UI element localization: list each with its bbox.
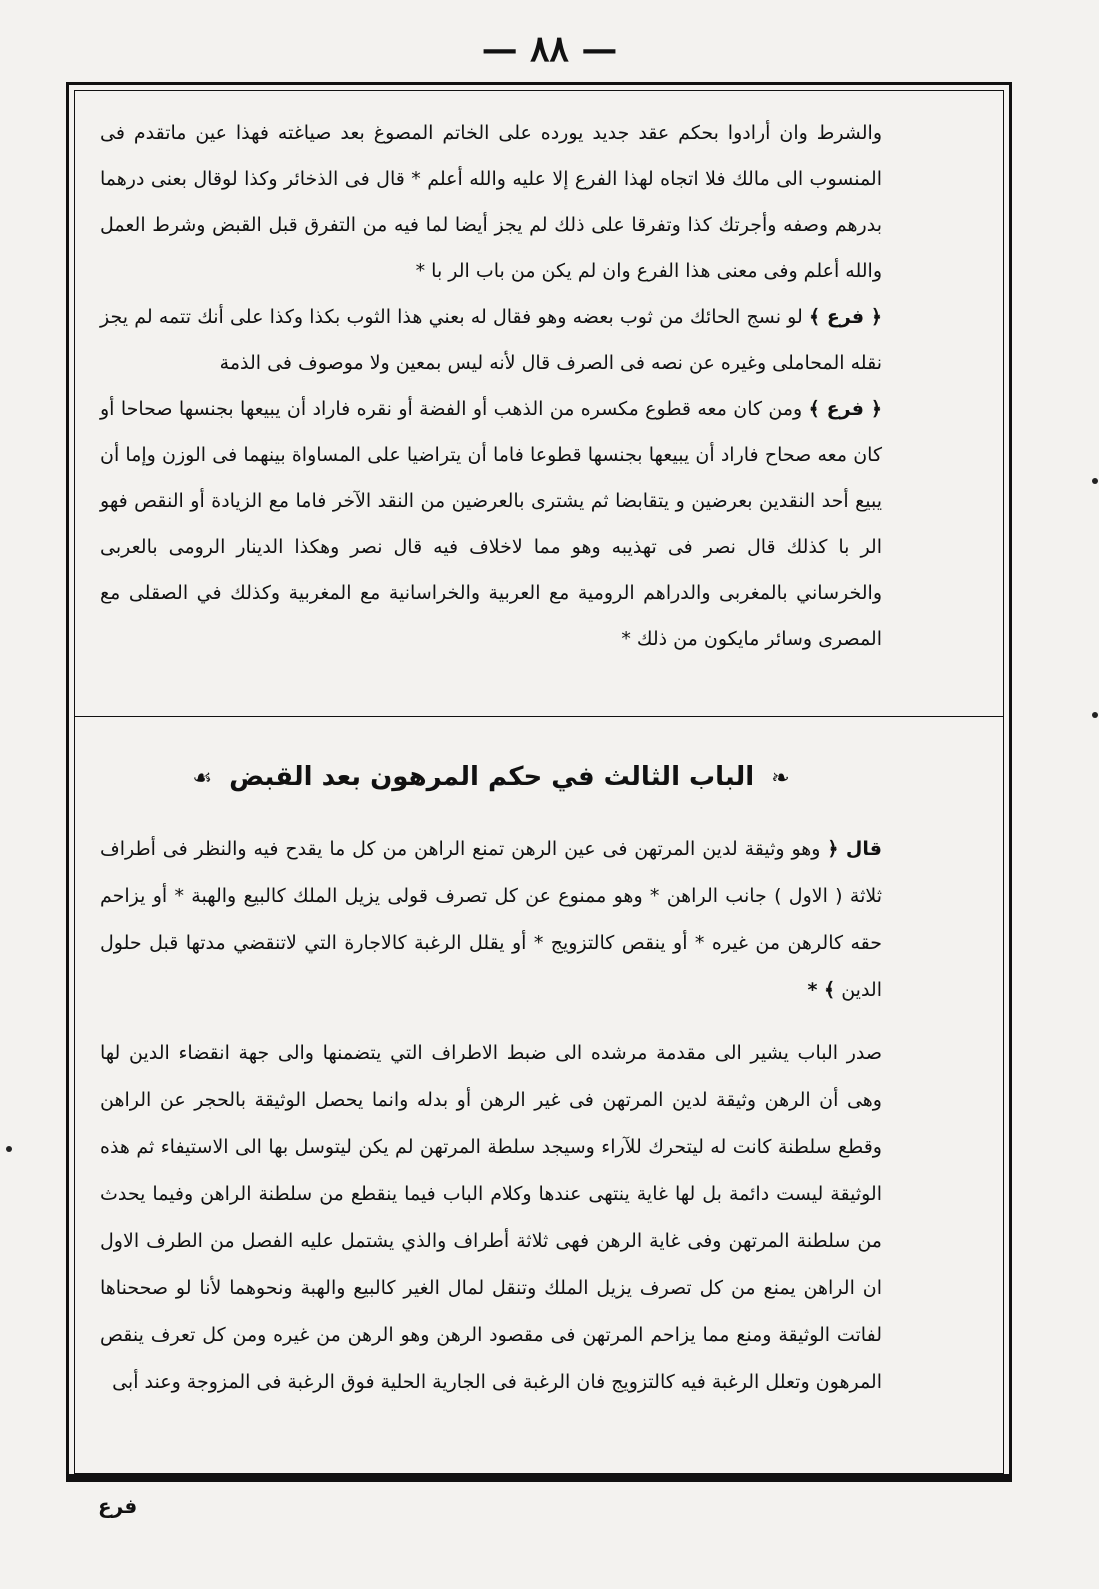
paragraph <box>100 826 882 1014</box>
paragraph <box>100 1030 882 1406</box>
commentary-section-2 <box>100 1030 882 1406</box>
paragraph-text: والشرط وان أرادوا بحكم عقد جديد يورده على الخاتم المصوغ بعد صياغته فهذا عين ماتقدم فى المنسوب الى مالك فلا اتجاه لهذا الفرع إلا عليه والله أعلم * قال فى الذخائر وكذا لوقال بعنى درهما بدرهم وصفه وأجرتك كذا وتفرقا على ذلك لم يجز أيضا لما فيه من التفرق قبل القبض وشرط العمل والله أعلم وفى معنى هذا الفرع وان لم يكن من باب الر با * <box>100 122 882 282</box>
matn-section <box>100 826 882 1014</box>
page-number: — ٨٨ — <box>481 28 618 70</box>
frame-bottom-rule <box>66 1474 1012 1480</box>
paragraph <box>100 110 882 294</box>
branch-paragraph <box>100 294 882 386</box>
edge-mark <box>1092 478 1098 484</box>
paragraph-text: وهو وثيقة لدين المرتهن فى عين الرهن تمنع الراهن من كل ما يقدح فيه والنظر فى أطراف ثلاثة ( الاول ) جانب الراهن * وهو ممنوع عن كل تصرف قولى يزيل الملك كالبيع والهبة * أو يزاحم حقه كالرهن من غيره * أو ينقص كالتزويج * أو يقلل الرغبة كالاجارة التي لاتنقضي مدتها قبل حلول الدين <box>100 838 882 1001</box>
section-divider <box>74 716 1004 717</box>
paragraph-text: صدر الباب يشير الى مقدمة مرشده الى ضبط الاطراف التي يتضمنها والى جهة انقضاء الدين لها وهى أن الرهن وثيقة لدين المرتهن فى غير الرهن أو بدله وانما يحصل الوثيقة بالحجر عن الراهن وقطع سلطنة كانت له ليتحرك للآراء وسيجد سلطة المرتهن لم يكن ليتوسل بها الى الاستيفاء ثم هذه الوثيقة ليست دائمة بل لها غاية ينتهى عندها وكلام الباب فيما ينقطع من سلطنة الراهن وفيما يحدث من سلطنة المرتهن وفى غاية الرهن فهى ثلاثة أطراف والذي يشتمل عليه الفصل من الطرف الاول ان الراهن يمنع من كل تصرف يزيل الملك وتنقل لمال الغير كالبيع والهبة ونحوهما لأنا لو صححناها لفاتت الوثيقة ومنع مما يزاحم المرتهن فى مقصود الرهن وهو الرهن من غيره ومن كل تعرف ينقص المرهون وتعلل الرغبة فيه كالتزويج فان الرغبة فى الجارية الحلية فوق الرغبة فى المزوجة وعند أبى <box>100 1042 882 1393</box>
edge-mark <box>6 1146 12 1152</box>
branch-paragraph <box>100 386 882 662</box>
commentary-section-1 <box>100 110 882 662</box>
chapter-title: الباب الثالث في حكم المرهون بعد القبض <box>229 762 755 792</box>
ornament-icon: ☙ <box>192 766 213 791</box>
quote-close: ﴾ * <box>807 979 836 1001</box>
edge-mark <box>1092 712 1098 718</box>
branch-label: ﴿ فرع ﴾ <box>808 306 882 328</box>
paragraph-text: ومن كان معه قطوع مكسره من الذهب أو الفضة أو نقره فاراد أن يبيعها بجنسها صحاحا أو كان معه صحاح فاراد أن يبيعها بجنسها قطوعا فاما أن يتراضيا على المساواة بينهما فى الوزن وإما أن يبيع أحد النقدين بعرضين و يتقابضا ثم يشترى بالعرضين من النقد الآخر فاما مع الزيادة أو النقص فهو الر با كذلك قال نصر فى تهذيبه وهو مما لاخلاف فيه قال نصر وهكذا الدينار الرومى بالعربى والخرساني بالمغربى والدراهم الرومية مع العربية والخراسانية مع المغربية وكذلك في الصقلى مع المصرى وسائر مايكون من ذلك * <box>100 398 882 650</box>
paragraph-text: لو نسج الحائك من ثوب بعضه وهو فقال له بعني هذا الثوب بكذا وكذا على أنك تتمه لم يجز نقله المحاملى وغيره عن نصه فى الصرف قال لأنه ليس بمعين ولا موصوف فى الذمة <box>100 306 882 374</box>
branch-label: ﴿ فرع ﴾ <box>808 398 882 420</box>
catchword: فرع <box>98 1494 138 1518</box>
chapter-heading <box>100 762 882 792</box>
quote-label: قال ﴿ <box>827 838 882 860</box>
ornament-icon: ❧ <box>771 766 790 791</box>
